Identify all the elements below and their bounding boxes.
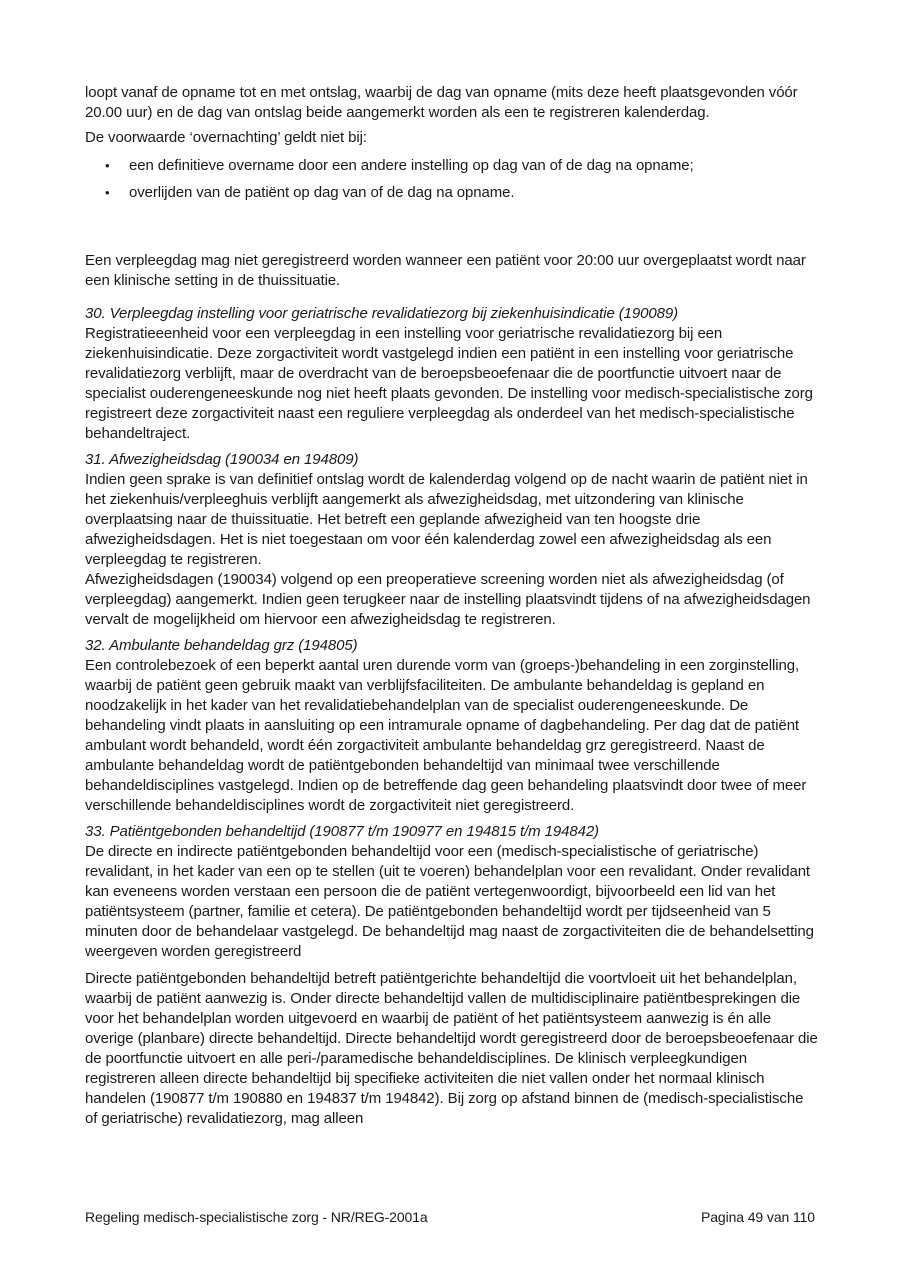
section-33-patientgebonden-behandeltijd bbox=[85, 822, 818, 962]
list-item: • overlijden van de patiënt op dag van of de dag na opname. bbox=[85, 183, 818, 203]
page-footer bbox=[85, 1208, 815, 1226]
paragraph-verpleegdag-rule: Een verpleegdag mag niet geregistreerd worden wanneer een patiënt voor 20:00 uur overgeplaatst wordt naar een klinische setting in de thuissituatie. bbox=[85, 252, 806, 289]
section-heading: 33. Patiëntgebonden behandeltijd (190877 t/m 190977 en 194815 t/m 194842) bbox=[85, 823, 599, 840]
paragraph-condition-lead: De voorwaarde ‘overnachting’ geldt niet bij: bbox=[85, 129, 367, 146]
section-paragraph: Registratieeenheid voor een verpleegdag in een instelling voor geriatrische revalidatiezorg bij een ziekenhuisindicatie. Deze zorgactiviteit wordt vastgelegd indien een patiënt in een instelling voor geriatrische revalidatiezorg verblijft, maar de overdracht van de beroepsbeoefenaar die de poortfunctie uitvoert naar de specialist ouderengeneeskunde nog niet heeft plaats gevonden. De instelling voor medisch-specialistische zorg registreert deze zorgactiviteit naast een reguliere verpleegdag als onderdeel van het medisch-specialistische behandeltraject. bbox=[85, 325, 813, 442]
section-paragraph: Indien geen sprake is van definitief ontslag wordt de kalenderdag volgend op de nacht waarin de patiënt niet in het ziekenhuis/verpleeghuis verblijft aangemerkt als afwezigheidsdag, met uitzondering van klinische overplaatsing naar de thuissituatie. Het betreft een geplande afwezigheid van ten hoogste drie afwezigheidsdagen. Het is niet toegestaan om voor één kalenderdag zowel een afwezigheidsdag als een verpleegdag te registreren. bbox=[85, 471, 808, 568]
section-paragraph: De directe en indirecte patiëntgebonden behandeltijd voor een (medisch-specialistische of geriatrische) revalidant, in het kader van een op te stellen (uit te voeren) behandelplan voor een revalidant. Onder revalidant kan eveneens worden verstaan een persoon die de patiënt vertegenwoordigt, bijvoorbeeld een lid van het patiëntsysteem (partner, familie et cetera). De patiëntgebonden behandeltijd wordt per tijdseenheid van 5 minuten door de behandelaar vastgelegd. De behandeltijd mag naast de zorgactiviteiten die de behandelsetting weergeven worden geregistreerd bbox=[85, 843, 814, 960]
list-item: • een definitieve overname door een andere instelling op dag van of de dag na opname; bbox=[85, 156, 818, 176]
footer-document-title: Regeling medisch-specialistische zorg - NR/REG-2001a bbox=[85, 1209, 428, 1225]
section-paragraph: Afwezigheidsdagen (190034) volgend op een preoperatieve screening worden niet als afwezigheidsdag (of verpleegdag) aangemerkt. Indien geen terugkeer naar de instelling plaatsvindt tijdens of na afwezigheidsdagen vervalt de mogelijkheid om hiervoor een afwezigheidsdag te registreren. bbox=[85, 571, 811, 628]
paragraph-intro-continuation: loopt vanaf de opname tot en met ontslag, waarbij de dag van opname (mits deze heeft plaatsgevonden vóór 20.00 uur) en de dag van ontslag beide aangemerkt worden als een te registreren kalenderdag. bbox=[85, 84, 798, 121]
condition-bullet-list bbox=[85, 156, 818, 203]
section-32-ambulante-behandeldag bbox=[85, 636, 818, 816]
section-30-verpleegdag-grz bbox=[85, 304, 818, 444]
document-body bbox=[85, 83, 818, 1129]
section-heading: 31. Afwezigheidsdag (190034 en 194809) bbox=[85, 451, 359, 468]
section-31-afwezigheidsdag bbox=[85, 450, 818, 630]
section-paragraph: Een controlebezoek of een beperkt aantal uren durende vorm van (groeps-)behandeling in een zorginstelling, waarbij de patiënt geen gebruik maakt van verblijfsfaciliteiten. De ambulante behandeldag is gepland en noodzakelijk in het kader van het revalidatiebehandelplan van de specialist ouderengeneeskunde. De behandeling vindt plaats in aansluiting op een intramurale opname of dagbehandeling. Per dag dat de patiënt ambulant wordt behandeld, wordt één zorgactiviteit ambulante behandeldag grz geregistreerd. Naast de ambulante behandeldag wordt de patiëntgebonden behandeltijd van minimaal twee verschillende behandeldisciplines vastgelegd. Indien op de betreffende dag geen behandeling plaatsvindt door twee of meer verschillende behandeldisciplines wordt de zorgactiviteit niet geregistreerd. bbox=[85, 657, 807, 814]
section-heading: 30. Verpleegdag instelling voor geriatrische revalidatiezorg bij ziekenhuisindicatie (190089) bbox=[85, 305, 679, 322]
section-heading: 32. Ambulante behandeldag grz (194805) bbox=[85, 637, 358, 654]
footer-page-number: Pagina 49 van 110 bbox=[700, 1209, 815, 1225]
paragraph-directe-behandeltijd: Directe patiëntgebonden behandeltijd betreft patiëntgerichte behandeltijd die voortvloeit uit het behandelplan, waarbij de patiënt aanwezig is. Onder directe behandeltijd vallen de multidisciplinaire patiëntbesprekingen die voor het behandelplan worden uitgevoerd en waarbij de patiënt of het patiëntsysteem aanwezig is én alle overige (planbare) directe behandeltijd. Directe behandeltijd wordt geregistreerd door de beroepsbeoefenaar die de poortfunctie uitvoert en alle peri-/paramedische behandeldisciplines. De klinisch verpleegkundigen registreren alleen directe behandeltijd bij specifieke activiteiten die niet vallen onder het normaal klinisch handelen (190877 t/m 190880 en 194837 t/m 194842). Bij zorg op afstand binnen de (medisch-specialistische of geriatrische) revalidatiezorg, mag alleen bbox=[85, 970, 818, 1127]
